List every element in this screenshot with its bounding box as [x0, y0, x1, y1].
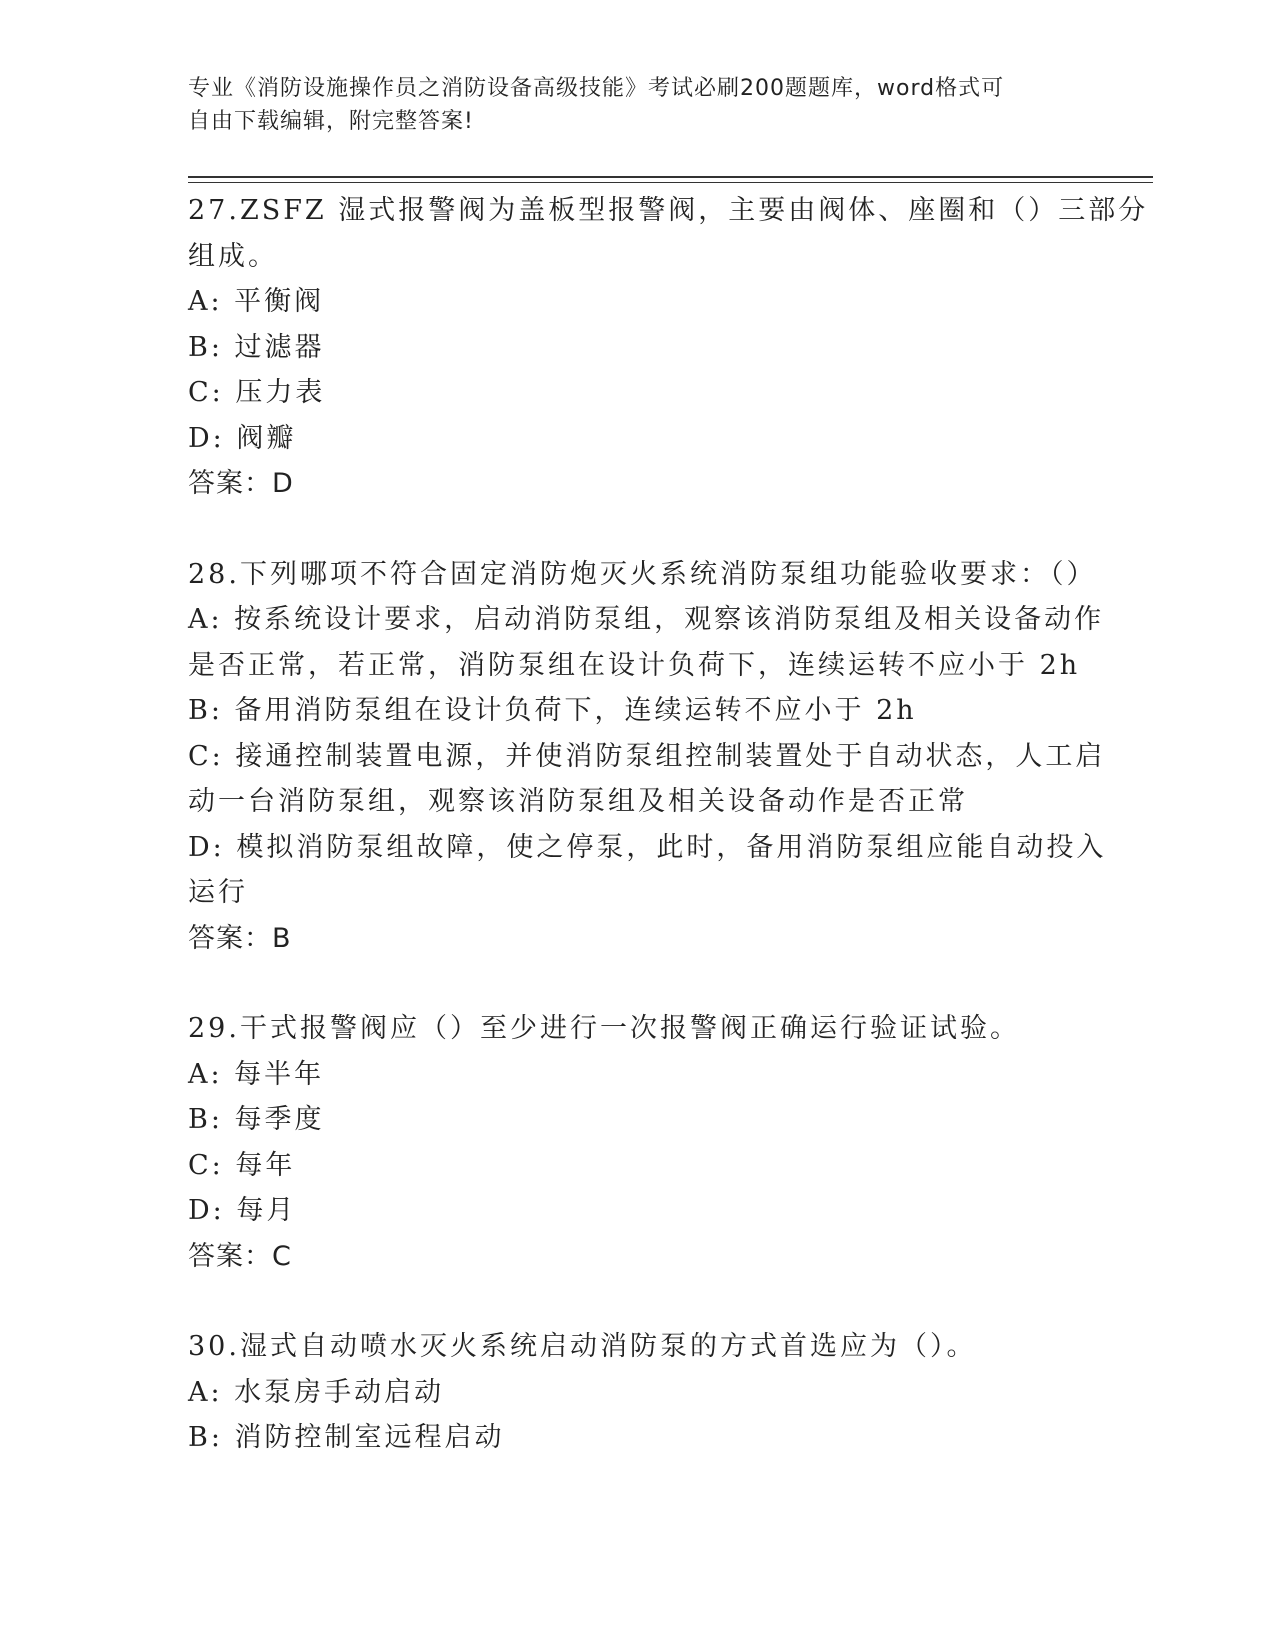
option-b: B: 消防控制室远程启动 [188, 1422, 505, 1453]
option-c: C: 每年 [188, 1149, 296, 1181]
question-stem: 29.干式报警阀应（）至少进行一次报警阀正确运行验证试验。 [188, 1013, 1020, 1044]
option-b: B: 备用消防泵组在设计负荷下，连续运转不应小于 2h [188, 695, 917, 726]
option-a: A: 每半年 [188, 1058, 325, 1090]
option-d-cont: 运行 [188, 877, 248, 908]
question-27 [188, 188, 1149, 507]
option-a: A: 按系统设计要求，启动消防泵组，观察该消防泵组及相关设备动作 [188, 604, 1105, 635]
question-stem: 组成。 [188, 240, 278, 272]
option-a: A: 水泵房手动启动 [188, 1376, 445, 1408]
option-d: D: 模拟消防泵组故障，使之停泵，此时，备用消防泵组应能自动投入 [188, 831, 1107, 863]
option-c: C: 接通控制装置电源，并使消防泵组控制装置处于自动状态，人工启 [188, 740, 1106, 772]
question-30 [188, 1324, 1088, 1461]
option-b: B: 每季度 [188, 1104, 325, 1135]
answer: 答案：C [188, 1240, 292, 1272]
document-header [188, 72, 1088, 138]
question-28 [188, 552, 1107, 962]
option-a-cont: 是否正常，若正常，消防泵组在设计负荷下，连续运转不应小于 2h [188, 649, 1081, 681]
header-divider [188, 176, 1153, 178]
option-c: C: 压力表 [188, 377, 326, 408]
question-stem: 27.ZSFZ 湿式报警阀为盖板型报警阀，主要由阀体、座圈和（）三部分 [188, 195, 1149, 226]
answer: 答案：D [188, 468, 294, 499]
header-divider-thin [188, 182, 1153, 183]
question-stem: 28.下列哪项不符合固定消防炮灭火系统消防泵组功能验收要求：（） [188, 558, 1097, 590]
question-stem: 30.湿式自动喷水灭火系统启动消防泵的方式首选应为（）。 [188, 1331, 977, 1362]
header-line-2: 自由下载编辑，附完整答案! [188, 109, 474, 134]
answer: 答案：B [188, 922, 292, 954]
option-b: B: 过滤器 [188, 331, 325, 363]
option-d: D: 每月 [188, 1195, 297, 1226]
option-d: D: 阀瓣 [188, 422, 297, 454]
question-29 [188, 1006, 1088, 1279]
option-c-cont: 动一台消防泵组，观察该消防泵组及相关设备动作是否正常 [188, 786, 968, 817]
header-line-1: 专业《消防设施操作员之消防设备高级技能》考试必刷200题题库，word格式可 [188, 76, 1005, 101]
question-list [188, 188, 1149, 1461]
option-a: A: 平衡阀 [188, 286, 325, 317]
